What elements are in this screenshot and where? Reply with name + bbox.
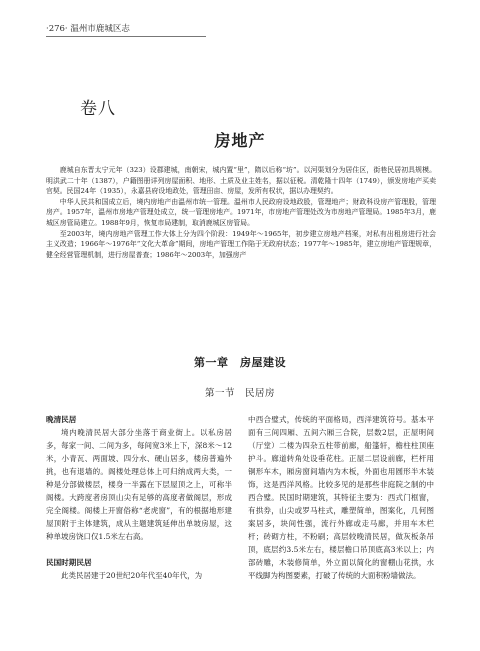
body-paragraph: 此类民居建于20世纪20年代至40年代，为	[61, 571, 203, 580]
intro-paragraph: 中华人民共和国成立后，境内房地产由温州市统一管理。温州市人民政府设地政股，管理地产；财政科设房产管理股，管理房产。1957年，温州市房地产管理处成立，统一管理房地产。1971年，市房地产管理处改为市房地产管理局。1985年3月，鹿城区房管局建立。1988年9月，恢复市局建制，取消鹿城区房管局。	[46, 197, 436, 227]
intro-paragraph: 至2003年，境内房地产管理工作大体上分为四个阶段：1949年～1965年，初步建立房地产档案，对私有出租房进行社会主义改造；1966年～1976年“文化大革命”期间，房地产管理工作陷于无政府状态；1977年～1985年，建立房地产管理规章，健全经营管理机制，进行房屋普查；1986年～2003年，加强房产	[46, 229, 436, 259]
right-column	[248, 413, 434, 582]
chapter-title: 第一章 房屋建设	[194, 356, 286, 369]
spacer	[46, 543, 232, 556]
body-paragraph: 中西合璧式，传统的平面格局，西洋建筑符号。基本平面有三间四厢、五间六厢三合院，层数2层，正屋明间（厅堂）二楼为四杂五柱带前廊，船篷轩，檐柱柱顶座护斗。廊道转角处设垂花柱。正屋二层设前廊，栏杆用铜形车木，厢房窗间墙内为木板，外面也用圆形半木装饰，这是西洋风格。比较多见的是那些非庭院之制的中西合璧。民国时期建筑，其特征主要为：西式门框窗，有拱券，山尖或罗马柱式，雕塑简单，图案化，几何图案居多，块间性强，流行外廊或走马廊，并用车木栏杆；砖砌方柱，不粉刷；高层较晚清民居，做灰板条吊顶，底层约3.5米左右，楼层檐口吊顶底高3米以上；内部砖雕，木装修简单，外立面以简化的窗棚山花拱，水平线脚为构图要素，打破了传统的大面积粉墙做法。	[248, 415, 434, 580]
subheading-republic-era: 民国时期民居	[46, 558, 92, 567]
section-title: 第一节 民居房	[204, 388, 275, 399]
volume-label: 卷八	[80, 99, 116, 119]
running-head: ·276· 温州市鹿城区志	[46, 24, 130, 34]
header-rule	[46, 36, 206, 37]
intro-text	[46, 165, 436, 260]
volume-title: 房地产	[214, 131, 266, 150]
left-column	[46, 413, 232, 582]
subheading-late-qing: 晚清民居	[46, 415, 77, 424]
intro-paragraph: 鹿城自东晋太宁元年（323）设郡建城，南朝宋，城内置“里”，隋以后称“坊”。以河渠划分为居住区，街巷民居初具规模。明洪武二十年（1387），户籍图册详列房屋面积、地形、土质及业主姓名，据以征税。清乾隆十四年（1749），颁发房地产买卖官契。民国24年（1935），永嘉县府设地政处，管理田亩、房屋，发所有权状，据以办理契约。	[46, 166, 436, 196]
body-paragraph: 境内晚清民居大部分坐落于商业街上。以私房居多，每家一间、二间为多，每间宽3米上下，深8米～12米，小青瓦、两面坡、四分水、硬山居多，楼房普遍外挑，也有退墙的。阁楼处理总体上可归纳成两大类，一种是分部做楼层，楼身一半露在下层屋顶之上，可称半阁楼。大跨度者房顶山尖有足够的高度者做阁层，形成完全阁楼。阁楼上开窗俗称“老虎窗”，有的根据地形建屋顶附于主体建筑，成从主题建筑延伸出单坡房屋，这种单坡房饶口仅1.5米左右高。	[46, 428, 232, 541]
